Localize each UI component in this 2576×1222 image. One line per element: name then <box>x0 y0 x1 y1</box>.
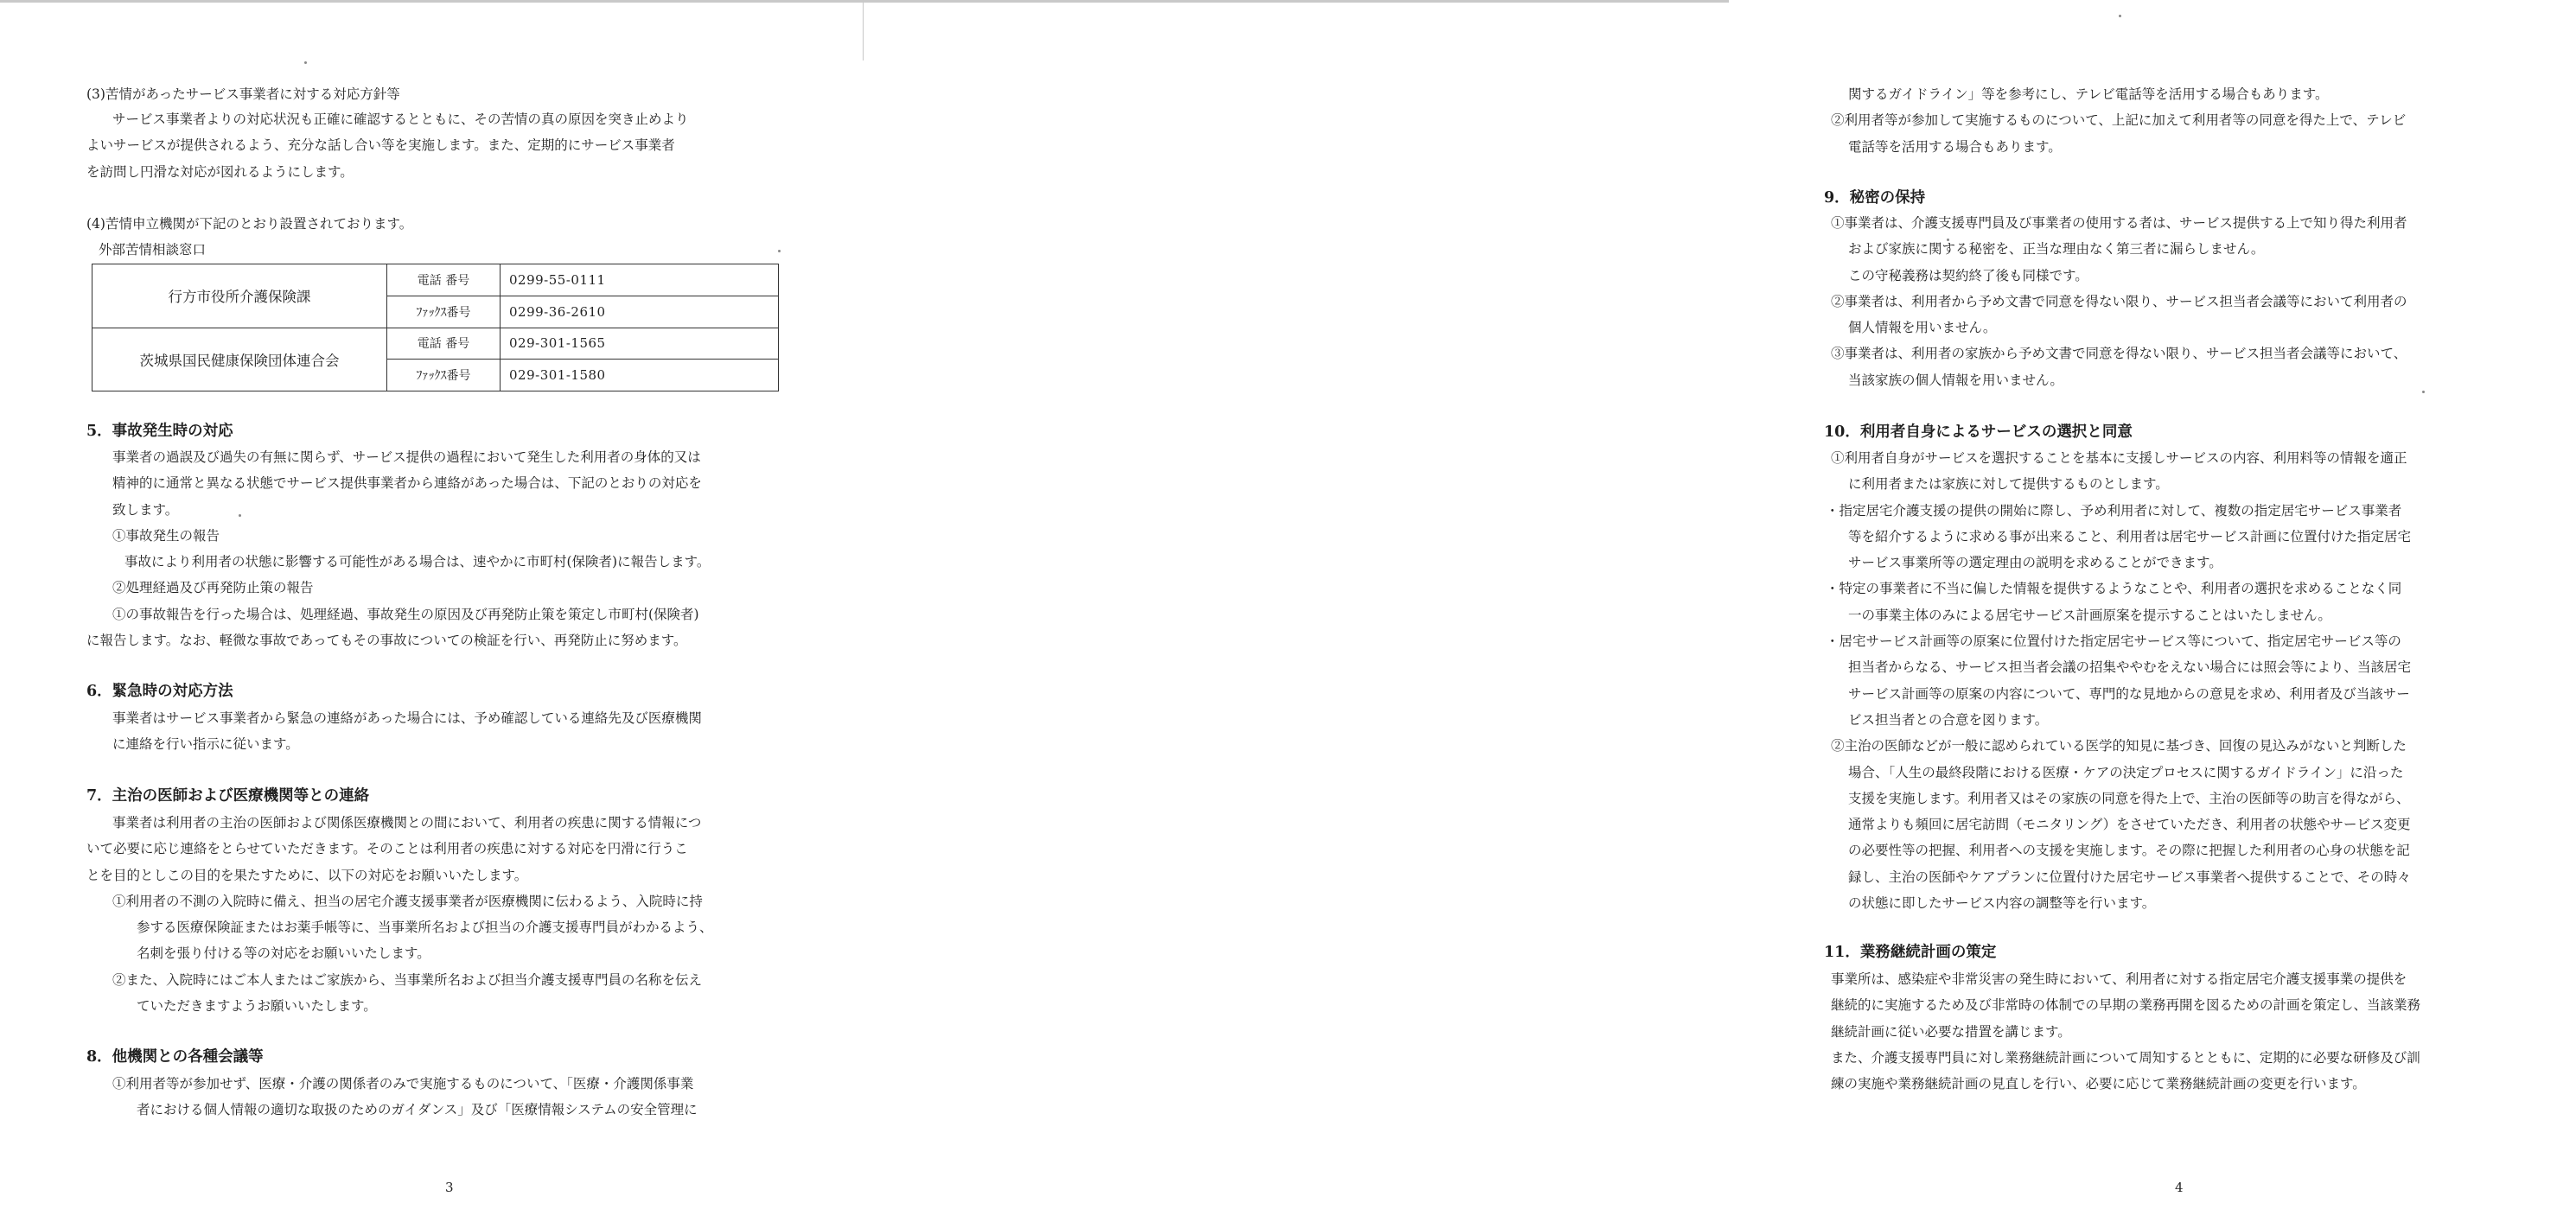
s9-body <box>1824 210 2576 393</box>
s7-line-3: とを目的としこの目的を果たすために、以下の対応をお願いいたします。 <box>86 867 528 883</box>
scan-speck <box>2119 15 2121 17</box>
fax-label: ﾌｧｯｸｽ番号 <box>387 360 501 391</box>
s9-item3-line-2: 当該家族の個人情報を用いません。 <box>1848 372 2063 388</box>
s8-item2-line-1: ②利用者等が参加して実施するものについて、上記に加えて利用者等の同意を得た上で、テレビ <box>1831 112 2407 129</box>
s11-line-2: 継続的に実施するため及び非常時の体制での早期の業務再開を図るための計画を策定し、当該業務 <box>1831 997 2421 1014</box>
s8-item2-line-2: 電話等を活用する場合もあります。 <box>1848 138 2062 155</box>
s10-bullet2-line-1: ・特定の事業者に不当に偏した情報を提供するようなことや、利用者の選択を求めることなく同 <box>1826 581 2402 597</box>
s8-item1-line-2: 者における個人情報の適切な取扱のためのガイダンス」及び「医療情報システムの安全管理に <box>137 1102 698 1118</box>
s7-item2-line-2: ていただきますようお願いいたします。 <box>137 998 377 1015</box>
s7-line-1: 事業者は利用者の主治の医師および関係医療機関との間において、利用者の疾患に関する情報につ <box>112 815 702 831</box>
fax-label: ﾌｧｯｸｽ番号 <box>387 296 501 328</box>
s10-item2-line-4: 通常よりも頻回に居宅訪問（モニタリング）をさせていただき、利用者の状態やサービス変更 <box>1848 817 2411 833</box>
s5-item1-text: 事故により利用者の状態に影響する可能性がある場合は、速やかに市町村(保険者)に報告します。 <box>124 554 711 570</box>
s5-line-3: 致します。 <box>112 501 179 518</box>
s5-item1-title: ①事故発生の報告 <box>112 527 220 544</box>
s10-item2-line-1: ②主治の医師などが一般に認められている医学的知見に基づき、回復の見込みがないと判断した <box>1831 738 2407 754</box>
org-name: 茨城県国民健康保険団体連合会 <box>92 328 387 391</box>
s10-bullet1-line-3: サービス事業所等の選定理由の説明を求めることができます。 <box>1848 555 2222 571</box>
s10-heading: 10．利用者自身によるサービスの選択と同意 <box>1824 423 2133 441</box>
s10-body <box>1824 445 2576 916</box>
s3-line-1: サービス事業者よりの対応状況も正確に確認するとともに、その苦情の真の原因を突き止めより <box>112 111 689 127</box>
phone-number: 0299-55-0111 <box>501 264 779 296</box>
s10-item2-line-2: 場合、「人生の最終段階における医療・ケアの決定プロセスに関するガイドライン」に沿った <box>1848 764 2404 780</box>
s8-cont-line-1: 関するガイドライン」等を参考にし、テレビ電話等を活用する場合もあります。 <box>1848 86 2329 102</box>
s9-item3-line-1: ③事業者は、利用者の家族から予め文書で同意を得ない限り、サービス担当者会議等において、 <box>1831 346 2407 362</box>
table-row <box>92 328 779 360</box>
s10-item2-line-6: 録し、主治の医師やケアプランに位置付けた居宅サービス事業者へ提供することで、その時々 <box>1848 869 2411 885</box>
s7-body <box>86 810 821 1019</box>
s9-item2-line-1: ②事業者は、利用者から予め文書で同意を得ない限り、サービス担当者会議等において利用者の <box>1831 293 2407 309</box>
s10-item1-line-2: に利用者または家族に対して提供するものとします。 <box>1848 476 2169 493</box>
s6-line-2: に連絡を行い指示に従います。 <box>112 736 299 753</box>
s9-item1-line-3: この守秘義務は契約終了後も同様です。 <box>1848 267 2088 283</box>
phone-label: 電話 番号 <box>387 264 501 296</box>
s4-caption: 外部苦情相談窓口 <box>99 242 207 258</box>
s5-line-1: 事業者の過誤及び過失の有無に関らず、サービス提供の過程において発生した利用者の身体的又は <box>112 449 701 465</box>
s11-line-1: 事業所は、感染症や非常災害の発生時において、利用者に対する指定居宅介護支援事業の提供を <box>1831 971 2407 987</box>
s11-line-5: 練の実施や業務継続計画の見直しを行い、必要に応じて業務継続計画の変更を行います。 <box>1831 1076 2366 1092</box>
s6-heading: 6．緊急時の対応方法 <box>86 683 233 700</box>
s11-heading: 11．業務継続計画の策定 <box>1824 944 1997 961</box>
s11-body <box>1824 966 2576 1097</box>
page-number-right: 4 <box>2175 1180 2184 1195</box>
s11-line-3: 継続計画に従い必要な措置を講じます。 <box>1831 1023 2071 1040</box>
s10-item2-line-3: 支援を実施します。利用者又はその家族の同意を得た上で、主治の医師等の助言を得ながら、 <box>1848 790 2410 806</box>
s8-body <box>86 1071 821 1123</box>
scan-speck <box>778 250 781 252</box>
s7-line-2: いて必要に応じ連絡をとらせていただきます。そのことは利用者の疾患に対する対応を円滑に行うこ <box>86 841 688 857</box>
s8-item1-line-1: ①利用者等が参加せず、医療・介護の関係者のみで実施するものについて、「医療・介護関係事業 <box>112 1076 694 1092</box>
s11-line-4: また、介護支援専門員に対し業務継続計画について周知するとともに、定期的に必要な研修及び訓 <box>1831 1049 2420 1066</box>
s7-heading: 7．主治の医師および医療機関等との連絡 <box>86 787 370 805</box>
s3-title: (3)苦情があったサービス事業者に対する対応方針等 <box>86 86 400 102</box>
org-name: 行方市役所介護保険課 <box>92 264 387 328</box>
fax-number: 029-301-1580 <box>501 360 779 391</box>
s10-bullet1-line-2: 等を紹介するように求める事が出来ること、利用者は居宅サービス計画に位置付けた指定居宅 <box>1848 528 2412 544</box>
s7-item2-line-1: ②また、入院時にはご本人またはご家族から、当事業所名および担当介護支援専門員の名称を伝え <box>112 971 703 988</box>
s10-bullet3-line-3: サービス計画等の原案の内容について、専門的な見地からの意見を求め、利用者及び当該サー <box>1848 685 2410 702</box>
s5-item2-title: ②処理経過及び再発防止策の報告 <box>112 580 314 596</box>
s10-bullet3-line-2: 担当者からなる、サービス担当者会議の招集ややむをえない場合には照会等により、当該居宅 <box>1848 659 2412 676</box>
s8-continued <box>1824 81 2576 160</box>
s10-bullet1-line-1: ・指定居宅介護支援の提供の開始に際し、予め利用者に対して、複数の指定居宅サービス事業者 <box>1826 502 2402 519</box>
s10-bullet3-line-1: ・居宅サービス計画等の原案に位置付けた指定居宅サービス等について、指定居宅サービス等の <box>1826 633 2401 650</box>
s5-line-2: 精神的に通常と異なる状態でサービス提供事業者から連絡があった場合は、下記のとおりの対応を <box>112 475 702 492</box>
s5-body <box>86 444 821 653</box>
scan-speck <box>2422 391 2425 393</box>
phone-number: 029-301-1565 <box>501 328 779 360</box>
scan-speck <box>304 61 307 64</box>
s7-item1-line-2: 参する医療保険証またはお薬手帳等に、当事業所名および担当の介護支援専門員がわかるよう、 <box>137 920 713 936</box>
s10-bullet3-line-4: ビス担当者との合意を図ります。 <box>1848 711 2049 728</box>
scan-speck <box>1947 239 1949 241</box>
table-row <box>92 264 779 296</box>
s6-body <box>86 705 821 758</box>
phone-label: 電話 番号 <box>387 328 501 360</box>
s9-item1-line-2: および家族に関する秘密を、正当な理由なく第三者に漏らしません。 <box>1848 241 2265 258</box>
s3-body <box>86 106 821 185</box>
s5-item2-line-2: に報告します。なお、軽微な事故であってもその事故についての検証を行い、再発防止に努めます。 <box>86 633 687 649</box>
s10-item1-line-1: ①利用者自身がサービスを選択することを基本に支援しサービスの内容、利用料等の情報を適正 <box>1831 450 2407 466</box>
s10-item2-line-5: の必要性等の把握、利用者への支援を実施します。その際に把握した利用者の心身の状態を記 <box>1848 843 2410 859</box>
s6-line-1: 事業者はサービス事業者から緊急の連絡があった場合には、予め確認している連絡先及び医療機関 <box>112 710 702 726</box>
s10-bullet2-line-2: 一の事業主体のみによる居宅サービス計画原案を提示することはいたしません。 <box>1848 607 2331 623</box>
s3-line-3: を訪問し円滑な対応が図れるようにします。 <box>86 163 354 180</box>
left-page <box>0 0 863 1222</box>
complaint-contact-table <box>92 264 779 391</box>
s9-item1-line-1: ①事業者は、介護支援専門員及び事業者の使用する者は、サービス提供する上で知り得た利用者 <box>1831 215 2407 231</box>
scan-speck <box>239 514 241 517</box>
s9-heading: 9．秘密の保持 <box>1824 189 1926 207</box>
page-number-left: 3 <box>445 1180 454 1195</box>
s7-item1-line-1: ①利用者の不測の入院時に備え、担当の居宅介護支援事業者が医療機関に伝わるよう、入院時に持 <box>112 893 703 909</box>
fax-number: 0299-36-2610 <box>501 296 779 328</box>
s4-title: (4)苦情申立機関が下記のとおり設置されております。 <box>86 216 413 232</box>
s3-line-2: よいサービスが提供されるよう、充分な話し合い等を実施します。また、定期的にサービス事業者 <box>86 137 675 154</box>
page-fold-line <box>863 0 864 60</box>
s9-item2-line-2: 個人情報を用いません。 <box>1848 320 1997 336</box>
s7-item1-line-3: 名刺を張り付ける等の対応をお願いいたします。 <box>137 945 430 962</box>
s8-heading: 8．他機関との各種会議等 <box>86 1048 264 1066</box>
s10-item2-line-7: の状態に即したサービス内容の調整等を行います。 <box>1848 895 2156 912</box>
s5-heading: 5．事故発生時の対応 <box>86 423 233 440</box>
right-page <box>864 0 2421 1222</box>
s5-item2-line-1: ①の事故報告を行った場合は、処理経過、事故発生の原因及び再発防止策を策定し市町村(保険者) <box>112 606 699 622</box>
